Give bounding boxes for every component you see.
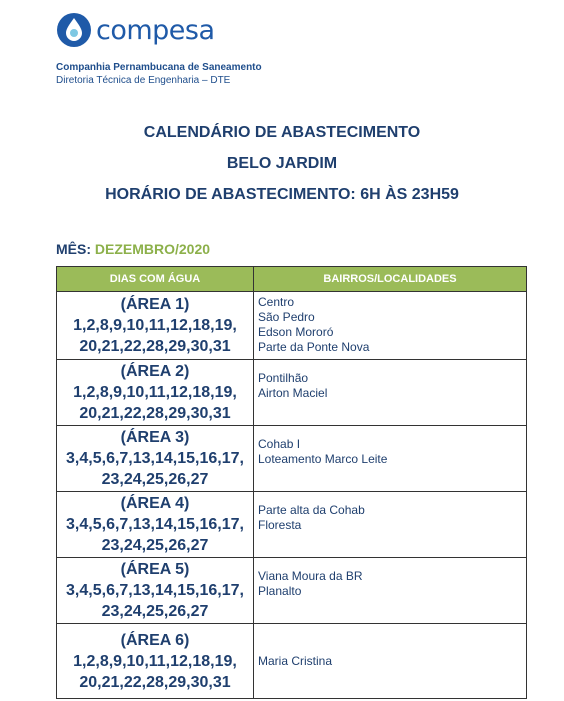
table-row <box>57 624 527 699</box>
days-cell <box>57 492 254 558</box>
places-cell <box>254 360 527 426</box>
logo-wordmark: compesa <box>96 14 215 46</box>
days-line: 23,24,25,26,27 <box>101 537 209 554</box>
month-line <box>56 241 210 257</box>
area-label: (ÁREA 5) <box>120 561 190 578</box>
days-line: 1,2,8,9,10,11,12,18,19, <box>73 384 237 401</box>
area-label: (ÁREA 3) <box>120 429 190 446</box>
days-line: 3,4,5,6,7,13,14,15,16,17, <box>66 582 244 599</box>
header-days: DIAS COM ÁGUA <box>57 267 254 292</box>
locality: Parte alta da Cohab <box>258 503 365 517</box>
area-label: (ÁREA 2) <box>120 363 190 380</box>
places-cell <box>254 426 527 492</box>
month-label: MÊS: <box>56 241 91 257</box>
days-cell <box>57 360 254 426</box>
table-row <box>57 558 527 624</box>
locality: Cohab I <box>258 437 301 451</box>
days-cell <box>57 624 254 699</box>
places-cell <box>254 292 527 360</box>
locality: Floresta <box>258 518 302 532</box>
days-line: 1,2,8,9,10,11,12,18,19, <box>73 652 237 670</box>
area-label: (ÁREA 4) <box>120 495 190 512</box>
table-row <box>57 492 527 558</box>
locality: Edson Mororó <box>258 325 334 339</box>
days-cell <box>57 426 254 492</box>
locality: Parte da Ponte Nova <box>258 340 370 354</box>
places-cell <box>254 492 527 558</box>
company-name: Companhia Pernambucana de Saneamento <box>56 62 262 73</box>
locality: Planalto <box>258 584 302 598</box>
locality: Centro <box>258 295 295 309</box>
days-line: 20,21,22,28,29,30,31 <box>79 338 231 355</box>
locality: Viana Moura da BR <box>258 569 363 583</box>
days-line: 20,21,22,28,29,30,31 <box>79 673 231 691</box>
days-line: 23,24,25,26,27 <box>101 471 209 488</box>
locality: São Pedro <box>258 310 315 324</box>
days-line: 3,4,5,6,7,13,14,15,16,17, <box>66 450 244 467</box>
days-line: 20,21,22,28,29,30,31 <box>79 405 231 422</box>
month-value: DEZEMBRO/2020 <box>94 241 211 257</box>
supply-calendar-table <box>56 266 527 699</box>
places-cell <box>254 558 527 624</box>
table-header-row <box>57 267 527 292</box>
compesa-logo <box>56 12 215 48</box>
locality: Pontilhão <box>258 371 309 385</box>
water-drop-icon <box>56 12 92 48</box>
department-name: Diretoria Técnica de Engenharia – DTE <box>56 75 231 86</box>
places-cell <box>254 624 527 699</box>
doc-title: CALENDÁRIO DE ABASTECIMENTO <box>143 124 421 141</box>
locality: Airton Maciel <box>258 386 328 400</box>
table-row <box>57 426 527 492</box>
locality: Loteamento Marco Leite <box>258 452 388 466</box>
table-row <box>57 360 527 426</box>
area-label: (ÁREA 1) <box>120 296 190 313</box>
locality: Maria Cristina <box>258 653 333 668</box>
area-label: (ÁREA 6) <box>120 631 190 649</box>
table-row <box>57 292 527 360</box>
days-line: 23,24,25,26,27 <box>101 603 209 620</box>
days-line: 1,2,8,9,10,11,12,18,19, <box>73 317 237 334</box>
schedule-title: HORÁRIO DE ABASTECIMENTO: 6H ÀS 23H59 <box>105 186 459 203</box>
days-cell <box>57 292 254 360</box>
days-cell <box>57 558 254 624</box>
days-line: 3,4,5,6,7,13,14,15,16,17, <box>66 516 244 533</box>
header-localities: BAIRROS/LOCALIDADES <box>254 267 527 292</box>
city-title: BELO JARDIM <box>226 155 338 172</box>
